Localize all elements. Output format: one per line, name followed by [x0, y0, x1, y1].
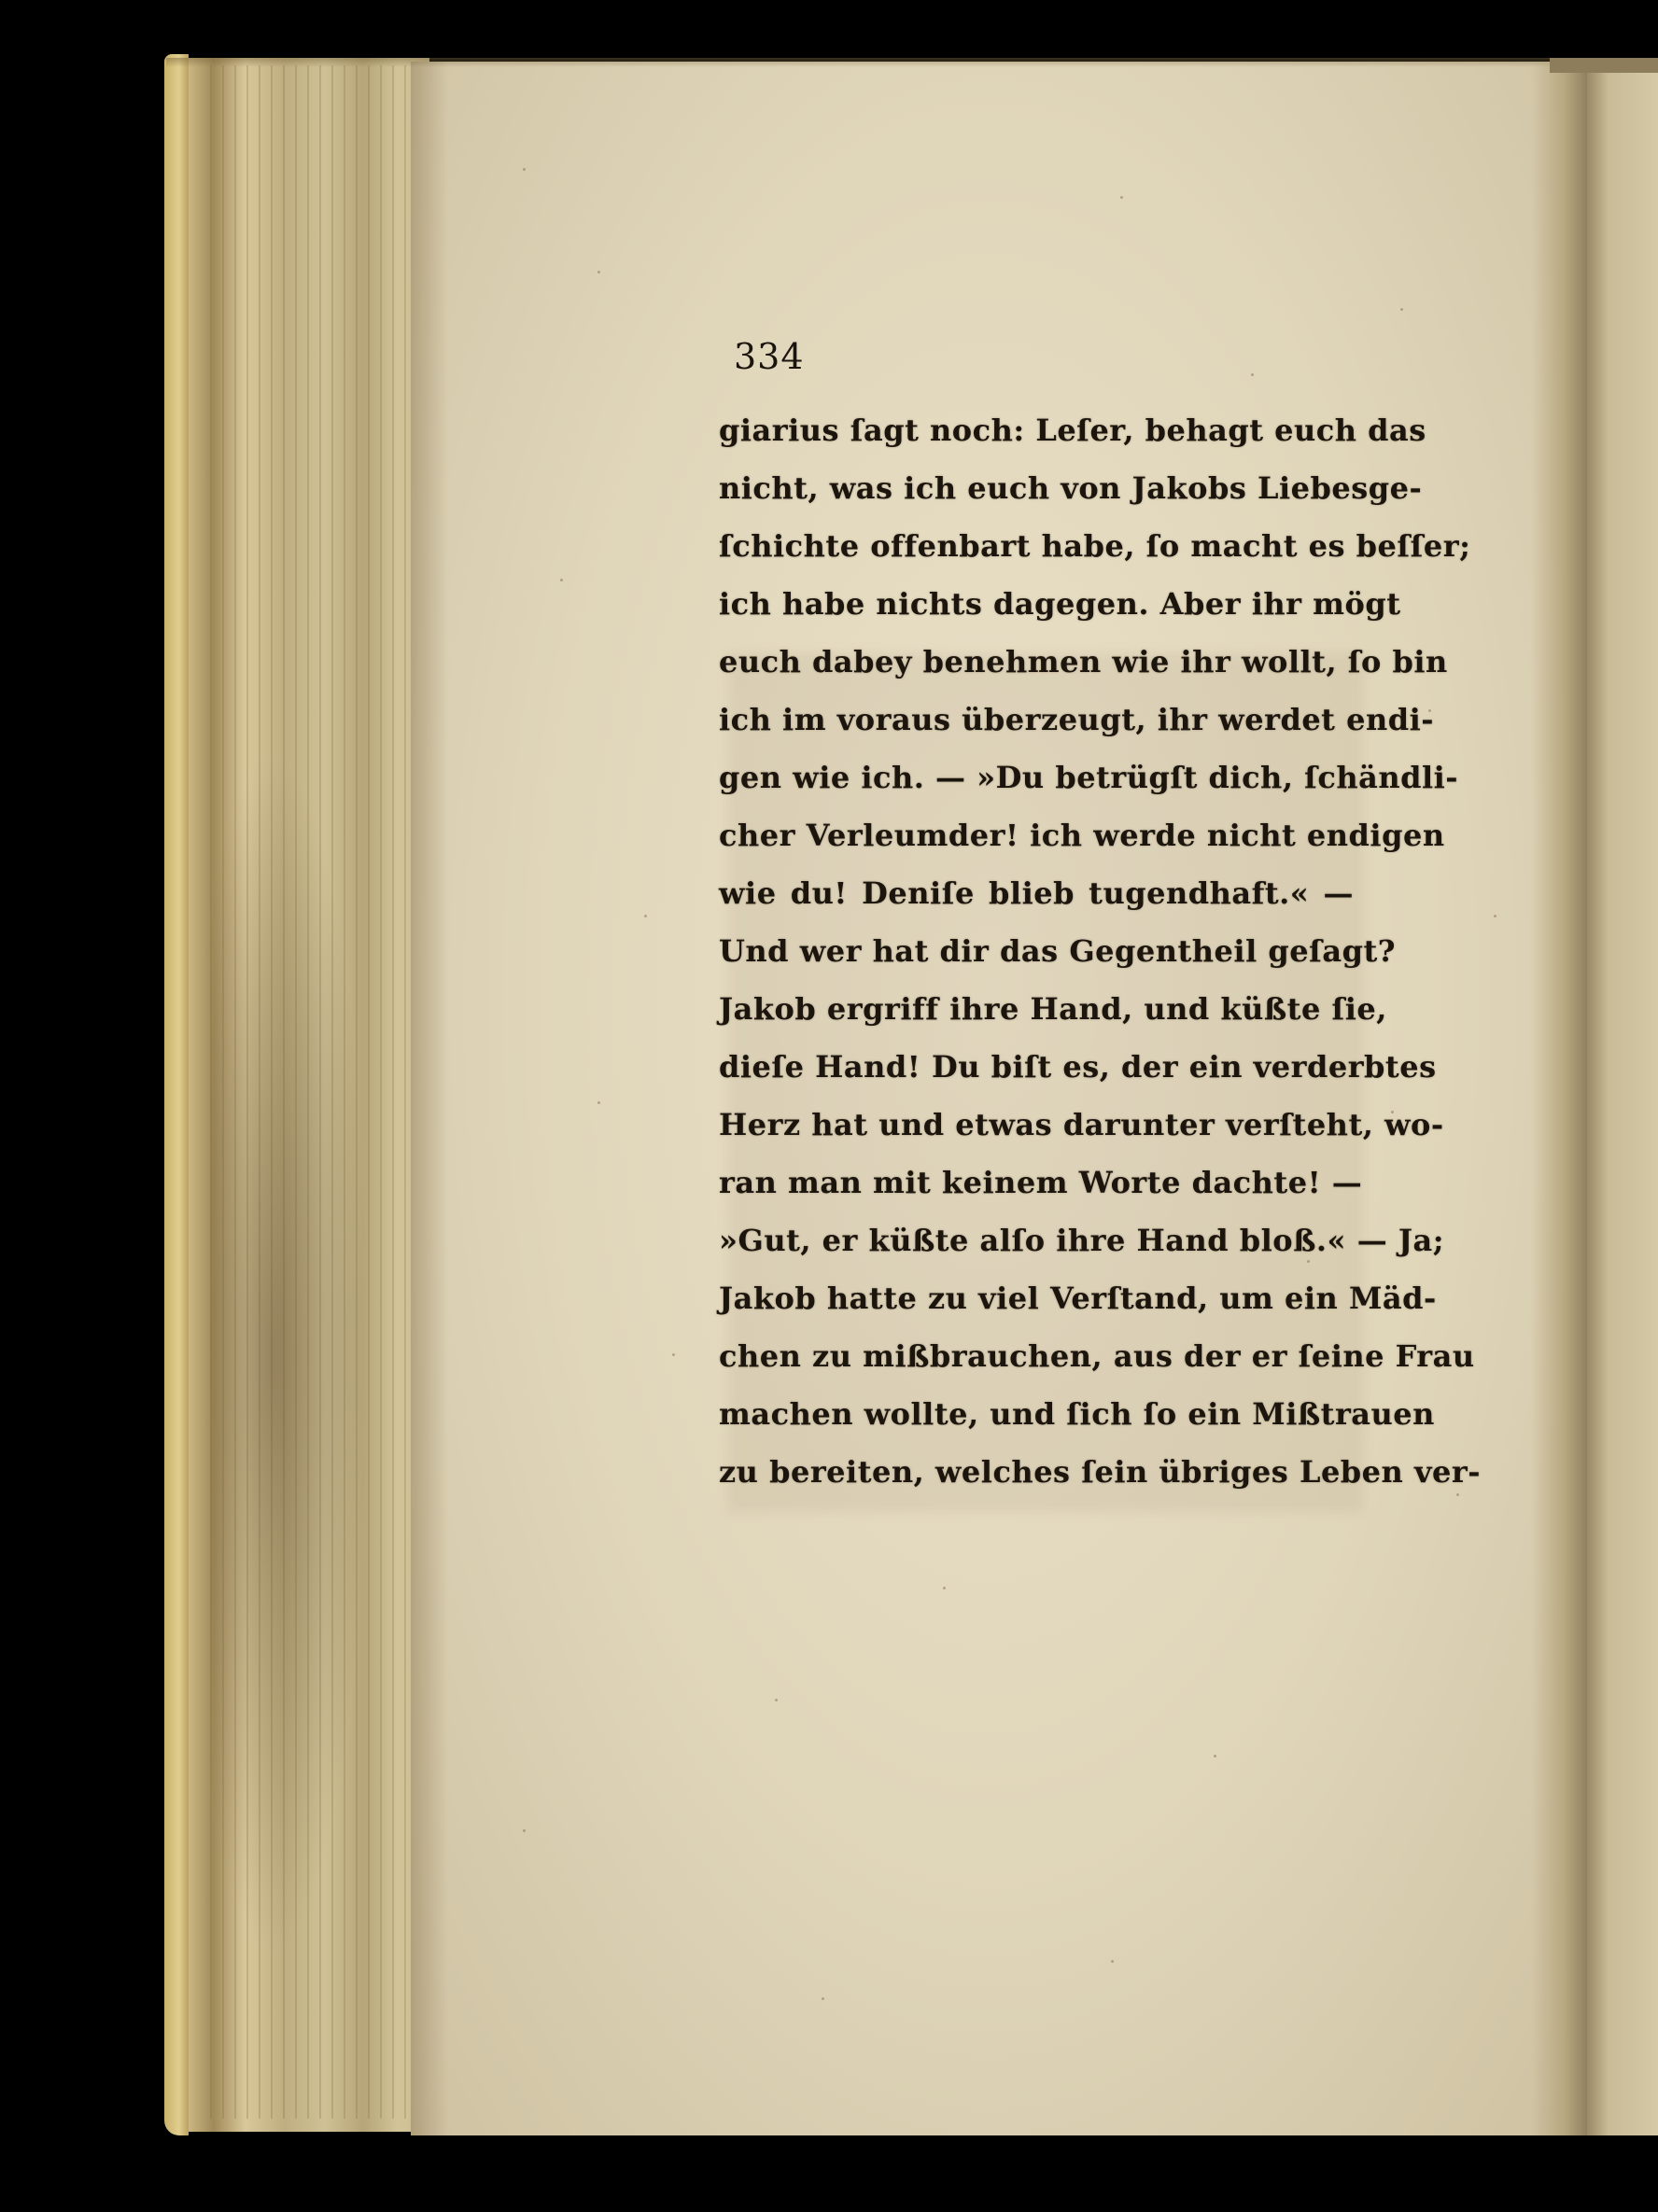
text-line: nicht, was ich euch von Jakobs Liebesge- — [719, 470, 1423, 506]
body-text — [719, 401, 1482, 1501]
text-line: Jakob ergriff ihre Hand, und küßte ſie, — [719, 991, 1387, 1027]
text-line: dieſe Hand! Du biſt es, der ein verderbtes — [719, 1049, 1437, 1085]
cover-edge — [164, 54, 189, 2135]
text-line: wie du! Deniſe blieb tugendhaft.« — — [719, 875, 1354, 911]
page-number: 334 — [734, 336, 805, 377]
text-line: machen wollte, und ſich ſo ein Mißtrauen — [719, 1396, 1435, 1432]
text-line: Und wer hat dir das Gegentheil geſagt? — [719, 933, 1396, 969]
text-line: giarius ſagt noch: Leſer, behagt euch das — [719, 413, 1426, 448]
text-line: ran man mit keinem Worte dachte! — — [719, 1165, 1363, 1200]
text-line: gen wie ich. — »Du betrügſt dich, ſchändli- — [719, 760, 1459, 795]
text-line: ſchichte offenbart habe, ſo macht es beſſer; — [719, 528, 1471, 564]
text-line: ich im voraus überzeugt, ihr werdet endi- — [719, 702, 1435, 737]
page-stack-stain — [210, 747, 369, 1960]
gutter — [1531, 62, 1587, 2135]
page-top-shadow — [166, 58, 1567, 67]
text-line: »Gut, er küßte alſo ihre Hand bloß.« — Ja; — [719, 1223, 1445, 1258]
page-edge-shade — [411, 62, 448, 2135]
text-line: cher Verleumder! ich werde nicht endigen — [719, 818, 1445, 853]
text-line: euch dabey benehmen wie ihr wollt, ſo bin — [719, 644, 1448, 679]
text-line: chen zu mißbrauchen, aus der er ſeine Frau — [719, 1338, 1475, 1374]
text-line: zu bereiten, welches ſein übriges Leben ver- — [719, 1454, 1482, 1490]
facing-page-edge — [1587, 62, 1658, 2135]
text-line: Herz hat und etwas darunter verſteht, wo- — [719, 1107, 1444, 1142]
facing-page-top — [1550, 58, 1658, 73]
text-line: ich habe nichts dagegen. Aber ihr mögt — [719, 586, 1401, 622]
text-line: Jakob hatte zu viel Verſtand, um ein Mäd- — [719, 1281, 1437, 1316]
